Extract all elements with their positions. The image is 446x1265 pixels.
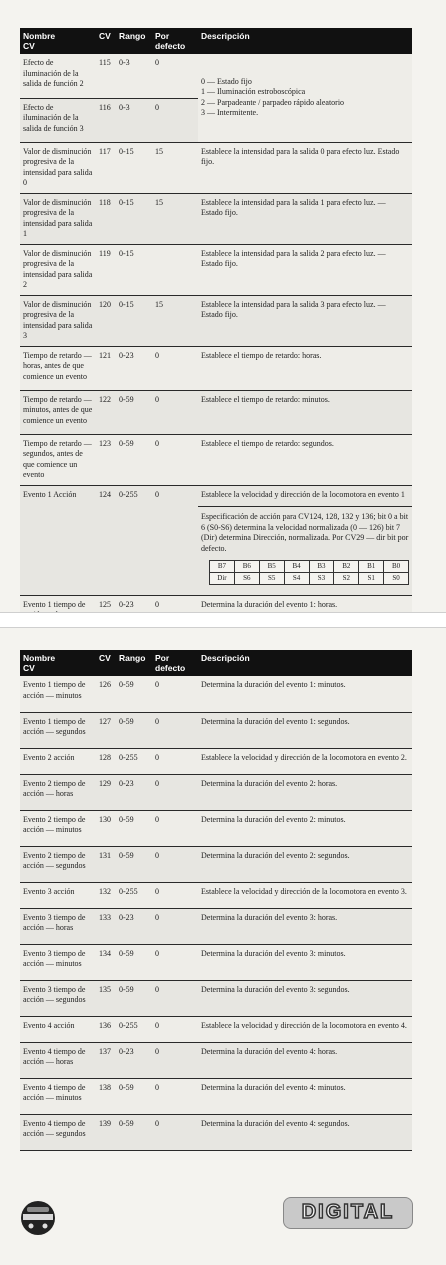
cv-description	[198, 485, 412, 595]
cv-number: 122	[96, 390, 116, 434]
list-item: 2 — Parpadeante / parpadeo rápido aleatorio	[201, 97, 345, 107]
cv-range: 0-59	[116, 390, 152, 434]
cv-description: Establece la velocidad y dirección de la locomotora en evento 2.	[198, 748, 412, 774]
cv-number: 133	[96, 908, 116, 944]
cv-default: 0	[152, 1078, 198, 1114]
cv-number: 115	[96, 54, 116, 98]
header-cv: CV	[96, 28, 116, 54]
bit-table	[209, 560, 409, 585]
table-row	[20, 774, 412, 810]
list-item: 0 — Estado fijo	[201, 76, 252, 86]
event-description: Establece la velocidad y dirección de la locomotora en evento 1	[201, 489, 405, 499]
cv-number: 132	[96, 882, 116, 908]
bit-row-meanings	[210, 573, 409, 585]
cv-description: Establece el tiempo de retardo: horas.	[198, 346, 412, 390]
table-row	[20, 244, 412, 295]
cv-name: Efecto de iluminación de la salida de función 2	[20, 54, 96, 98]
cv-default: 0	[152, 908, 198, 944]
table-row	[20, 980, 412, 1016]
manual-page-1	[0, 0, 446, 612]
cv-range: 0-255	[116, 1016, 152, 1042]
cv-description: Determina la duración del evento 1: segundos.	[198, 712, 412, 748]
cv-description: Establece la intensidad para la salida 0 para efecto luz. Estado fijo.	[198, 142, 412, 193]
header-description: Descripción	[198, 28, 412, 54]
cv-default: 0	[152, 1114, 198, 1150]
cv-range: 0-3	[116, 98, 152, 142]
bit-cell: S3	[309, 573, 334, 585]
header-name: Nombre CV	[20, 28, 96, 54]
table-row	[20, 846, 412, 882]
header-name: Nombre CV	[20, 650, 96, 676]
cv-default: 15	[152, 193, 198, 244]
bit-cell: B4	[284, 561, 309, 573]
bit-row-labels	[210, 561, 409, 573]
cv-description: Establece el tiempo de retardo: minutos.	[198, 390, 412, 434]
cv-range: 0-59	[116, 1078, 152, 1114]
cv-description: Determina la duración del evento 3: horas.	[198, 908, 412, 944]
cv-range: 0-23	[116, 908, 152, 944]
cv-name: Evento 2 tiempo de acción — minutos	[20, 810, 96, 846]
table-row	[20, 1078, 412, 1114]
cv-table-page-2	[20, 650, 412, 1151]
cv-default: 0	[152, 1016, 198, 1042]
cv-number: 127	[96, 712, 116, 748]
table-header	[20, 650, 412, 676]
table-row	[20, 1016, 412, 1042]
table-row	[20, 944, 412, 980]
bit-cell: B7	[210, 561, 235, 573]
cv-number: 134	[96, 944, 116, 980]
cv-range: 0-15	[116, 295, 152, 346]
cv-number: 136	[96, 1016, 116, 1042]
table-row	[20, 1042, 412, 1078]
cv-table-page-1	[20, 28, 412, 626]
cv-range: 0-59	[116, 712, 152, 748]
cv-number: 116	[96, 98, 116, 142]
header-default: Por defecto	[152, 650, 198, 676]
cv-number: 124	[96, 485, 116, 595]
cv-name: Evento 1 Acción	[20, 485, 96, 595]
header-range: Rango	[116, 650, 152, 676]
cv-description: Establece el tiempo de retardo: segundos.	[198, 434, 412, 485]
cv-range: 0-15	[116, 244, 152, 295]
cv-description: Determina la duración del evento 4: segundos.	[198, 1114, 412, 1150]
cv-description: Determina la duración del evento 4: minutos.	[198, 1078, 412, 1114]
cv-name: Evento 2 acción	[20, 748, 96, 774]
cv-range: 0-255	[116, 748, 152, 774]
digital-logo	[283, 1197, 413, 1229]
cv-name: Valor de disminución progresiva de la intensidad para salida 1	[20, 193, 96, 244]
cv-default: 0	[152, 882, 198, 908]
cv-name: Evento 4 tiempo de acción — segundos	[20, 1114, 96, 1150]
table-row	[20, 485, 412, 595]
cv-name: Evento 3 tiempo de acción — minutos	[20, 944, 96, 980]
cv-range: 0-23	[116, 774, 152, 810]
cv-range: 0-23	[116, 346, 152, 390]
cv-range: 0-59	[116, 944, 152, 980]
cv-name: Evento 2 tiempo de acción — horas	[20, 774, 96, 810]
cv-default: 0	[152, 676, 198, 712]
cv-number: 125	[96, 595, 116, 625]
cv-number: 128	[96, 748, 116, 774]
lighting-effects-list	[198, 54, 412, 142]
cv-default: 0	[152, 346, 198, 390]
header-description: Descripción	[198, 650, 412, 676]
cv-number: 119	[96, 244, 116, 295]
bit-cell: B1	[359, 561, 384, 573]
table-row	[20, 390, 412, 434]
cv-default: 0	[152, 485, 198, 595]
cv-description: Establece la intensidad para la salida 3 para efecto luz. — Estado fijo.	[198, 295, 412, 346]
cv-description: Establece la velocidad y dirección de la locomotora en evento 4.	[198, 1016, 412, 1042]
cv-number: 131	[96, 846, 116, 882]
cv-name: Evento 3 tiempo de acción — horas	[20, 908, 96, 944]
cv-name: Tiempo de retardo — minutos, antes de que comience un evento	[20, 390, 96, 434]
cv-range: 0-23	[116, 595, 152, 625]
table-row	[20, 882, 412, 908]
cv-range: 0-15	[116, 142, 152, 193]
bit-cell: S2	[334, 573, 359, 585]
cv-default: 0	[152, 774, 198, 810]
cv-number: 120	[96, 295, 116, 346]
cv-name: Evento 4 tiempo de acción — minutos	[20, 1078, 96, 1114]
bit-cell: S1	[359, 573, 384, 585]
list-item: 1 — Iluminación estroboscópica	[201, 87, 306, 97]
cv-range: 0-59	[116, 846, 152, 882]
cv-range: 0-59	[116, 434, 152, 485]
cv-default: 15	[152, 295, 198, 346]
cv-default: 0	[152, 810, 198, 846]
bit-cell: S4	[284, 573, 309, 585]
bit-cell: B6	[234, 561, 259, 573]
cv-description: Establece la intensidad para la salida 1 para efecto luz. — Estado fijo.	[198, 193, 412, 244]
cv-number: 126	[96, 676, 116, 712]
cv-default: 0	[152, 748, 198, 774]
cv-range: 0-15	[116, 193, 152, 244]
table-row	[20, 712, 412, 748]
cv-name: Evento 3 tiempo de acción — segundos	[20, 980, 96, 1016]
cv-description: Establece la intensidad para la salida 2 para efecto luz. — Estado fijo.	[198, 244, 412, 295]
bit-cell: S5	[259, 573, 284, 585]
cv-number: 138	[96, 1078, 116, 1114]
header-cv: CV	[96, 650, 116, 676]
cv-description: Determina la duración del evento 2: segundos.	[198, 846, 412, 882]
header-range: Rango	[116, 28, 152, 54]
table-row	[20, 295, 412, 346]
table-row	[20, 142, 412, 193]
cv-range: 0-3	[116, 54, 152, 98]
table-row	[20, 748, 412, 774]
cv-range: 0-255	[116, 882, 152, 908]
train-front-icon	[18, 1198, 58, 1238]
cv-default: 0	[152, 846, 198, 882]
header-default: Por defecto	[152, 28, 198, 54]
cv-name: Tiempo de retardo — segundos, antes de que comience un evento	[20, 434, 96, 485]
manual-page-2	[0, 628, 446, 1265]
cv-number: 117	[96, 142, 116, 193]
cv-number: 139	[96, 1114, 116, 1150]
cv-description: Determina la duración del evento 1: minutos.	[198, 676, 412, 712]
bit-cell: B5	[259, 561, 284, 573]
cv-name: Valor de disminución progresiva de la intensidad para salida 2	[20, 244, 96, 295]
cv-number: 135	[96, 980, 116, 1016]
table-row	[20, 54, 412, 98]
cv-description: Determina la duración del evento 3: segundos.	[198, 980, 412, 1016]
table-row	[20, 1114, 412, 1150]
table-row	[20, 810, 412, 846]
bit-cell: B3	[309, 561, 334, 573]
cv-name: Tiempo de retardo — horas, antes de que comience un evento	[20, 346, 96, 390]
cv-name: Evento 3 acción	[20, 882, 96, 908]
table-header	[20, 28, 412, 54]
cv-range: 0-59	[116, 1114, 152, 1150]
cv-description: Determina la duración del evento 1: horas.	[198, 595, 412, 625]
page-separator	[0, 612, 446, 628]
cv-range: 0-23	[116, 1042, 152, 1078]
cv-number: 118	[96, 193, 116, 244]
cv-name: Valor de disminución progresiva de la intensidad para salida 0	[20, 142, 96, 193]
cv-range: 0-59	[116, 676, 152, 712]
cv-default: 15	[152, 142, 198, 193]
cv-description: Establece la velocidad y dirección de la locomotora en evento 3.	[198, 882, 412, 908]
bit-cell: B2	[334, 561, 359, 573]
bit-cell: S0	[384, 573, 409, 585]
cv-default: 0	[152, 390, 198, 434]
cv-default: 0	[152, 98, 198, 142]
table-row	[20, 908, 412, 944]
bit-cell: B0	[384, 561, 409, 573]
logo-text: DIGITAL	[301, 1201, 395, 1223]
cv-default: 0	[152, 712, 198, 748]
cv-range: 0-59	[116, 810, 152, 846]
table-row	[20, 193, 412, 244]
cv-name: Efecto de iluminación de la salida de función 3	[20, 98, 96, 142]
cv-range: 0-59	[116, 980, 152, 1016]
cv-name: Evento 1 tiempo de	[20, 595, 96, 625]
cv-number: 130	[96, 810, 116, 846]
cv-number: 129	[96, 774, 116, 810]
action-spec-text: Especificación de acción para CV124, 128, 132 y 136; bit 0 a bit 6 (S0-S6) determina la velocidad normalizada (0 — 126) bit 7 (Dir) determina Dirección, normalizada. Por CV29 — dir bit por defecto.	[201, 512, 409, 553]
cv-name: Evento 4 tiempo de acción — horas	[20, 1042, 96, 1078]
cv-default: 0	[152, 980, 198, 1016]
bit-cell: S6	[234, 573, 259, 585]
cv-description: Determina la duración del evento 2: horas.	[198, 774, 412, 810]
table-row	[20, 676, 412, 712]
cv-default: 0	[152, 1042, 198, 1078]
cv-description: Determina la duración del evento 4: horas.	[198, 1042, 412, 1078]
cv-default: 0	[152, 944, 198, 980]
cv-name: Evento 2 tiempo de acción — segundos	[20, 846, 96, 882]
table-row	[20, 434, 412, 485]
cv-name: Evento 4 acción	[20, 1016, 96, 1042]
cv-description: Determina la duración del evento 3: minutos.	[198, 944, 412, 980]
cv-default: 0	[152, 595, 198, 625]
cv-number: 121	[96, 346, 116, 390]
cv-default	[152, 244, 198, 295]
cv-number: 137	[96, 1042, 116, 1078]
table-row	[20, 346, 412, 390]
cv-name: Evento 1 tiempo de acción — minutos	[20, 676, 96, 712]
bit-cell: Dir	[210, 573, 235, 585]
cv-range: 0-255	[116, 485, 152, 595]
cv-name: Evento 1 tiempo de acción — segundos	[20, 712, 96, 748]
cv-default: 0	[152, 54, 198, 98]
cv-default: 0	[152, 434, 198, 485]
cv-name: Valor de disminución progresiva de la intensidad para salida 3	[20, 295, 96, 346]
list-item: 3 — Intermitente.	[201, 108, 259, 118]
cv-description: Determina la duración del evento 2: minutos.	[198, 810, 412, 846]
cv-number: 123	[96, 434, 116, 485]
